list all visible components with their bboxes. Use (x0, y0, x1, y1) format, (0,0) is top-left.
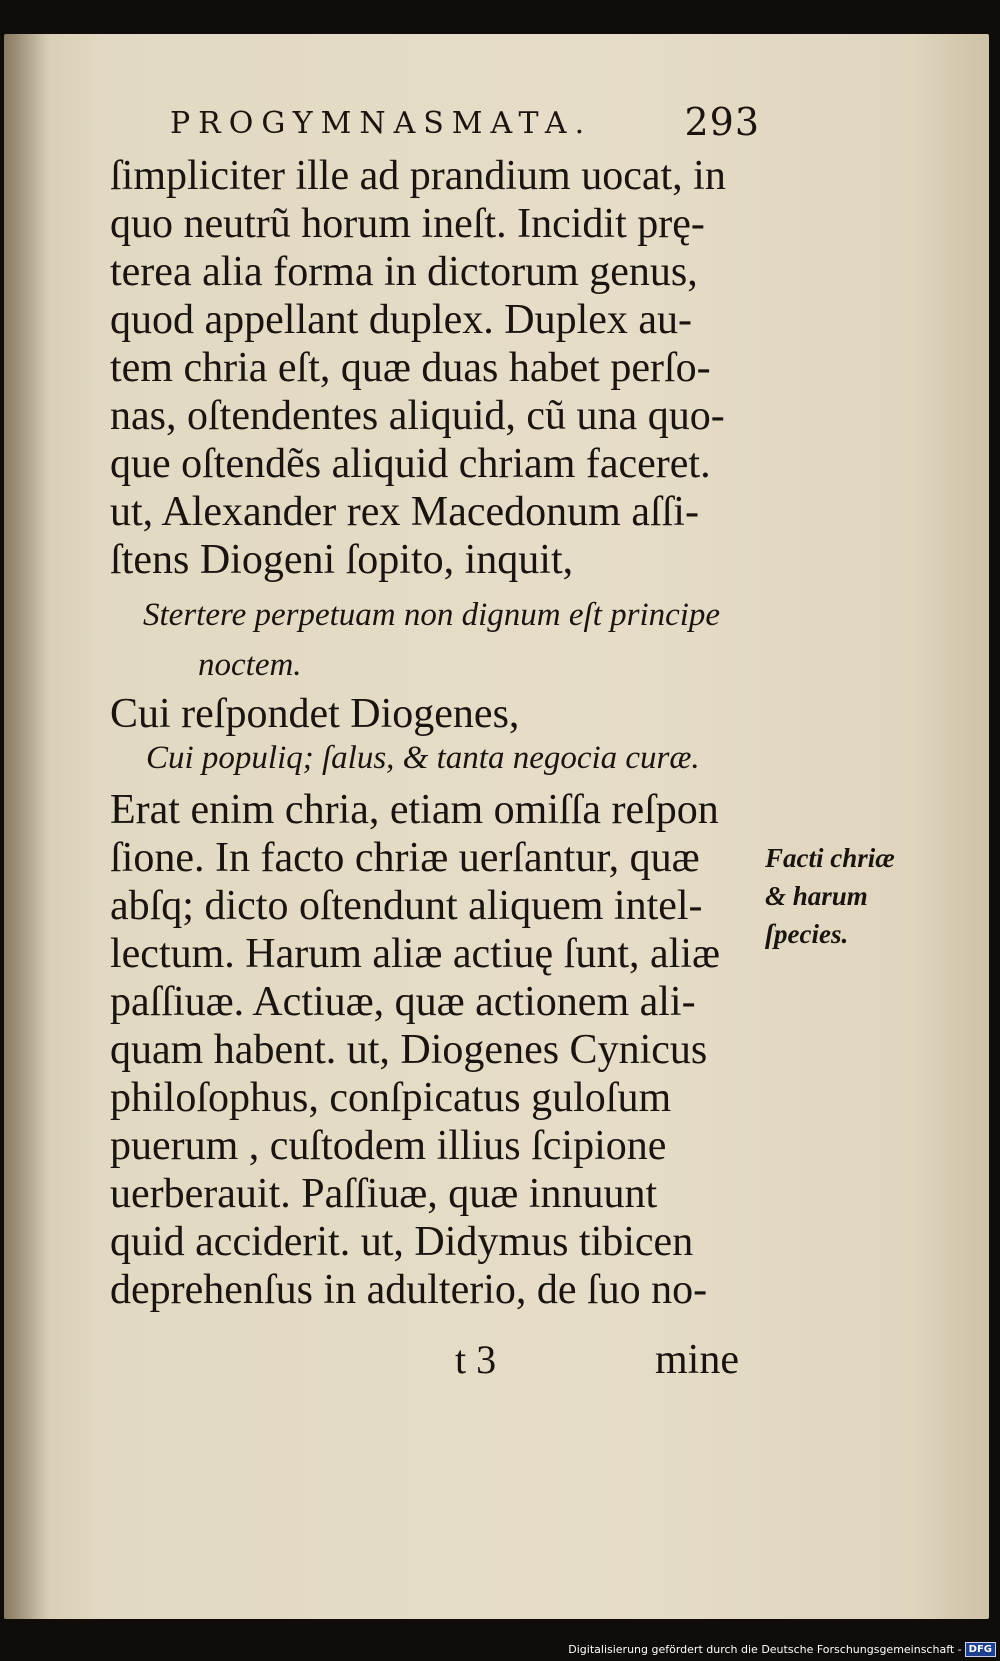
text-line: ut, Alexander rex Macedonum aſſi- (110, 489, 699, 535)
text-line: tem chria eſt, quæ duas habet perſo- (110, 345, 711, 391)
text-line: ſimpliciter ille ad prandium uocat, in (110, 153, 726, 199)
text-line: quid acciderit. ut, Didymus tibicen (110, 1219, 694, 1265)
text-line: abſq; dicto oſtendunt aliquem intel- (110, 883, 703, 929)
text-line: deprehenſus in adulterio, de ſuo no- (110, 1267, 708, 1313)
digitization-footer (568, 1639, 996, 1659)
verse-line: noctem. (198, 647, 302, 683)
text-line: nas, oſtendentes aliquid, cũ una quo- (110, 393, 725, 439)
text-line: ſtens Diogeni ſopito, inquit, (110, 537, 574, 583)
dfg-logo: DFG (965, 1642, 996, 1657)
text-line: philoſophus, conſpicatus guloſum (110, 1075, 672, 1121)
text-line: puerum , cuſtodem illius ſcipione (110, 1123, 667, 1169)
verse-line: Cui populiq; ſalus, & tanta negocia curæ. (146, 740, 700, 776)
marginal-note-line: & harum (765, 881, 868, 911)
verse-line: Stertere perpetuam non dignum eſt principe (143, 597, 721, 633)
text-line: Erat enim chria, etiam omiſſa reſpon (110, 787, 719, 833)
marginal-note-line: ſpecies. (765, 919, 849, 949)
text-line: quod appellant duplex. Duplex au- (110, 297, 693, 343)
text-line: paſſiuæ. Actiuæ, quæ actionem ali- (110, 979, 696, 1025)
catchword: mine (655, 1337, 739, 1383)
page-number: 293 (684, 100, 760, 144)
text-line: que oſtendẽs aliquid chriam faceret. (110, 441, 711, 487)
text-line: ſione. In facto chriæ uerſantur, quæ (110, 835, 700, 881)
gutter-shadow (4, 34, 50, 1619)
text-line: terea alia forma in dictorum genus, (110, 249, 698, 295)
running-header (170, 100, 760, 144)
footer-credit: Digitalisierung gefördert durch die Deutsche Forschungsgemeinschaft - (568, 1642, 962, 1656)
text-line: quo neutrũ horum ineſt. Incidit prę- (110, 201, 705, 247)
marginal-note-line: Facti chriæ (765, 843, 895, 873)
text-line: quam habent. ut, Diogenes Cynicus (110, 1027, 708, 1073)
text-line: Cui reſpondet Diogenes, (110, 691, 520, 737)
running-title: PROGYMNASMATA. (170, 106, 593, 141)
signature-mark: t 3 (455, 1337, 497, 1382)
text-line: uerberauit. Paſſiuæ, quæ innuunt (110, 1171, 658, 1217)
text-line: lectum. Harum aliæ actiuę ſunt, aliæ (110, 931, 721, 977)
